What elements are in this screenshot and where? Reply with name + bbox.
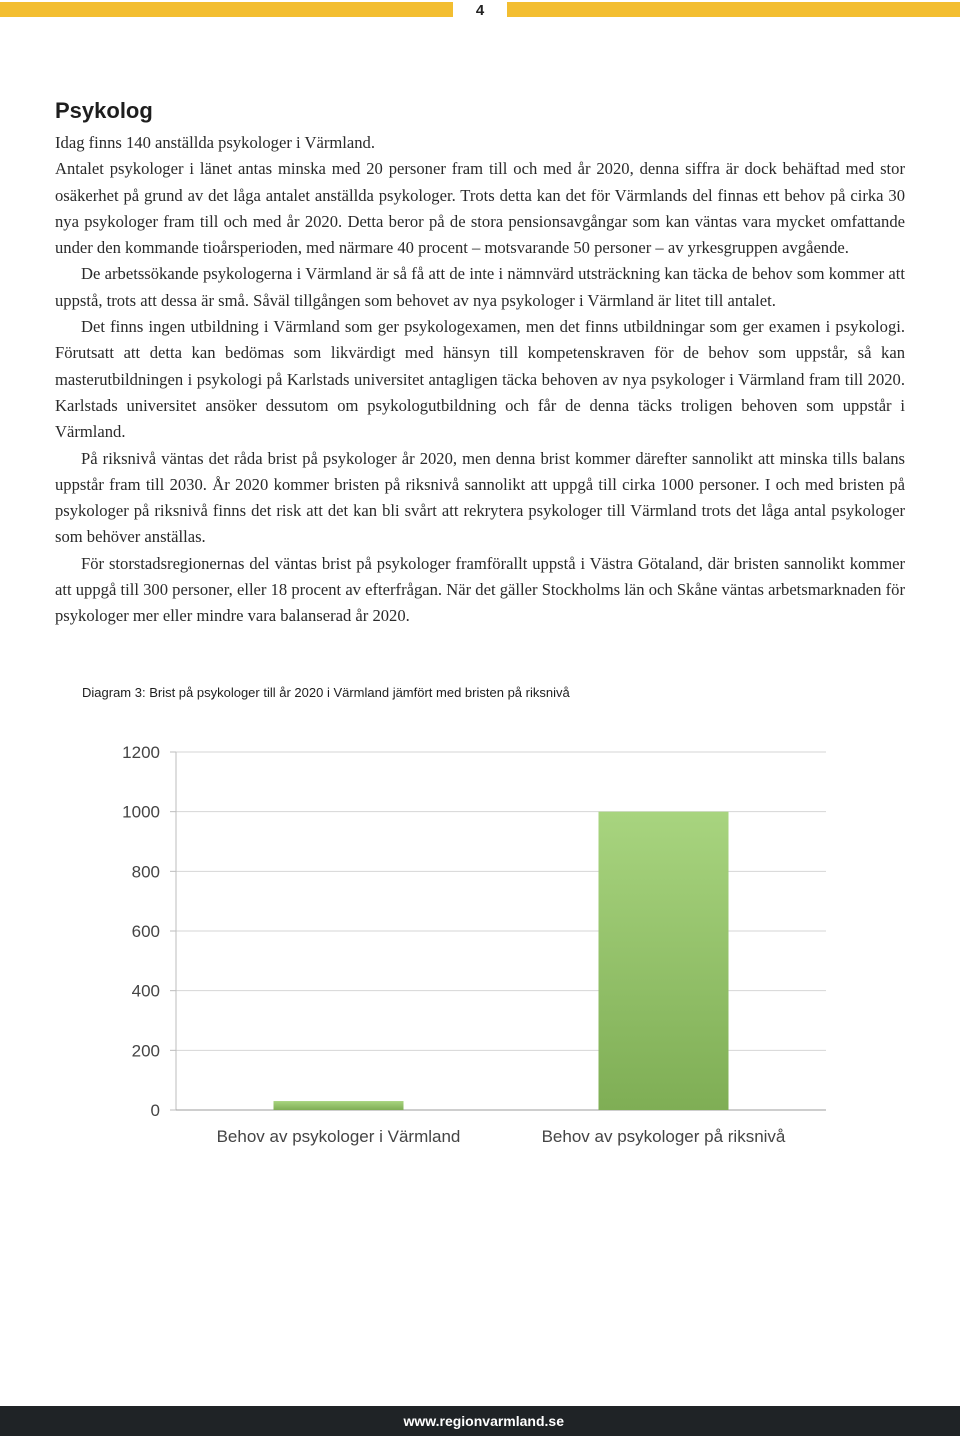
page-number: 4	[475, 2, 485, 19]
x-category-label: Behov av psykologer i Värmland	[216, 1127, 461, 1146]
header-bar-right	[507, 2, 960, 17]
paragraph: Idag finns 140 anställda psykologer i Värmland.	[55, 133, 375, 152]
x-category-label: Behov av psykologer på riksnivå	[541, 1127, 786, 1146]
y-tick-label: 1000	[122, 802, 160, 822]
y-tick-label: 600	[131, 922, 160, 941]
article-body	[55, 130, 905, 630]
figure-caption: Diagram 3: Brist på psykologer till år 2020 i Värmland jämfört med bristen på riksnivå	[82, 685, 570, 700]
header-bar-left	[0, 2, 453, 17]
paragraph: Antalet psykologer i länet antas minska med 20 personer fram till och med år 2020, denna siffra är dock behäftad med stor osäkerhet på grund av det låga antalet anställda psykologer. Trots detta kan det för Värmlands del finnas ett behov på cirka 30 nya psykologer fram till och med år 2020. Detta beror på de stora pensionsavgångar som kan väntas vara mycket omfattande under den kommande tioårsperioden, med närmare 40 procent – motsvarande 50 personer – av yrkesgruppen avgående.	[55, 159, 905, 258]
y-tick-label: 800	[131, 862, 160, 882]
paragraph: De arbetssökande psykologerna i Värmland är så få att de inte i nämnvärd utsträckning kan täcka de behov som kommer att uppstå, trots att dessa är små. Såväl tillgången som behovet av nya psykologer i Värmland är litet till antalet.	[55, 264, 905, 310]
bar-1	[274, 1101, 404, 1110]
paragraph: På riksnivå väntas det råda brist på psykologer år 2020, men denna brist kommer därefter sannolikt att minska tills balans uppstår fram till 2030. År 2020 kommer bristen på riksnivå sannolikt att uppgå till cirka 1000 personer. I och med bristen på psykologer på riksnivå finns det risk att det kan bli svårt att rekrytera psykologer till Värmland trots det låga antal psykologer som behöver anställas.	[55, 448, 905, 547]
paragraph: Det finns ingen utbildning i Värmland som ger psykologexamen, men det finns utbildningar som ger examen i psykologi. Förutsatt att detta kan bedömas som likvärdigt med hänsyn till kompetenskraven för de behov som uppstår, så kan masterutbildningen i psykologi på Karlstads universitet antagligen täcka behoven av nya psykologer i Värmland fram till 2020. Karlstads universitet ansöker dessutom om psykologutbildning och får de denna täcks troligen behoven som uppstår i Värmland.	[55, 317, 905, 442]
section-title: Psykolog	[55, 98, 153, 123]
bar-chart	[100, 730, 860, 1160]
y-tick-label: 400	[131, 981, 160, 1001]
y-tick-label: 0	[150, 1101, 160, 1120]
bar-2	[599, 812, 729, 1110]
y-tick-label: 1200	[122, 743, 160, 762]
footer-website-link[interactable]: www.regionvarmland.se	[403, 1413, 564, 1429]
y-tick-label: 200	[131, 1041, 160, 1061]
paragraph: För storstadsregionernas del väntas brist på psykologer framförallt uppstå i Västra Götaland, där bristen sannolikt kommer att uppgå till 300 personer, eller 18 procent av efterfrågan. När det gäller Stockholms län och Skåne väntas arbetsmarknaden för psykologer mer eller mindre vara balanserad år 2020.	[55, 553, 905, 626]
footer-bar	[0, 1406, 960, 1436]
